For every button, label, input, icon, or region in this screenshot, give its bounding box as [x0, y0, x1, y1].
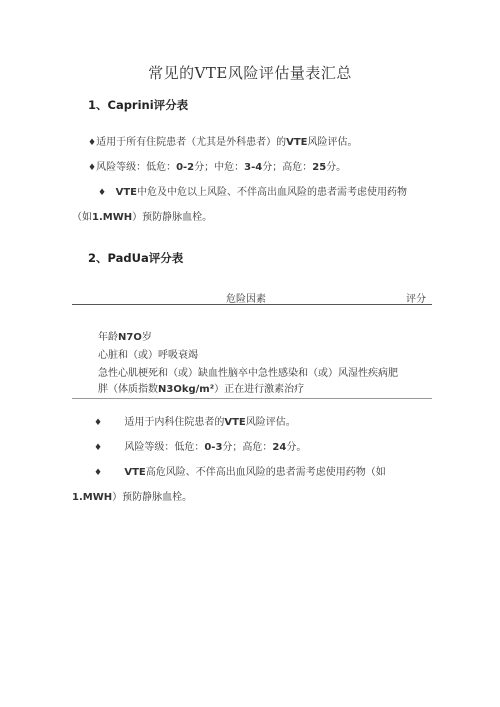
caprini-risk-levels-line	[88, 161, 346, 175]
text-bold: VTE	[224, 417, 246, 428]
caprini-scope-line	[88, 136, 357, 150]
padua-recommendation-line1	[94, 466, 386, 480]
bullet-icon: ♦	[88, 138, 97, 148]
text-segment: 风险等级：低危：	[124, 442, 205, 453]
text-segment: 适用于所有住院患者（尤其是外科患者）的	[96, 137, 287, 148]
text-segment: ）正在进行激素治疗	[214, 384, 305, 395]
text-segment: 分；高危：	[262, 162, 313, 173]
bullet-icon: ♦	[98, 188, 107, 198]
text-segment: 分。	[286, 442, 307, 453]
text-segment: （如	[72, 212, 92, 223]
bullet-icon: ♦	[94, 468, 103, 478]
text-segment: 风险评估。	[245, 417, 296, 428]
table-header-rule	[72, 304, 432, 305]
table-row	[98, 383, 304, 397]
text-segment: ）预防静脉血栓。	[132, 212, 213, 223]
text-bold: 25	[312, 162, 327, 173]
table-row: 心脏和（或）呼吸衰竭	[98, 350, 198, 361]
text-segment: 分。	[326, 162, 347, 173]
caprini-recommendation-line1	[98, 186, 407, 200]
text-bold: 0-3	[204, 442, 223, 453]
bullet-icon: ♦	[94, 418, 103, 428]
text-bold: N7O	[118, 332, 142, 343]
table-row: 急性心肌梗死和（或）缺血性脑卒中急性感染和（或）风湿性疾病肥	[98, 368, 398, 379]
text-bold: N3Okg∕m²	[158, 384, 215, 395]
text-segment: 分；中危：	[194, 162, 245, 173]
padua-scope-line	[94, 416, 296, 430]
text-segment: 分；高危：	[222, 442, 273, 453]
text-bold: VTE	[286, 137, 308, 148]
padua-recommendation-line2	[72, 491, 192, 505]
table-bottom-rule	[72, 398, 432, 399]
text-segment: 年龄	[98, 332, 118, 343]
page-title: 常见的VTE风险评估量表汇总	[148, 64, 352, 82]
text-bold: 24	[272, 442, 287, 453]
text-segment: 高危风险、不伴高出血风险的患者需考虑使用药物（如	[145, 467, 386, 478]
section-heading-caprini: 1、Caprini评分表	[88, 98, 189, 112]
text-bold: 3-4	[244, 162, 263, 173]
text-bold: 1.MWH	[92, 212, 133, 223]
padua-risk-levels-line	[94, 441, 306, 455]
text-segment: 风险评估。	[307, 137, 358, 148]
text-segment: ）预防静脉血栓。	[112, 492, 193, 503]
text-bold: VTE	[124, 467, 146, 478]
section-heading-padua: 2、PadUa评分表	[88, 251, 184, 265]
text-bold: VTE	[115, 187, 138, 198]
caprini-recommendation-line2	[72, 211, 212, 225]
text-segment: 岁	[141, 332, 152, 343]
text-bold: 0-2	[176, 162, 195, 173]
bullet-icon: ♦	[88, 163, 97, 173]
text-segment: 适用于内科住院患者的	[124, 417, 225, 428]
table-row	[98, 331, 152, 345]
text-segment: 胖（体质指数	[98, 384, 158, 395]
text-segment: 中危及中危以上风险、不伴高出血风险的患者需考虑使用药物	[137, 187, 408, 198]
table-header-factor: 危险因素	[226, 294, 266, 305]
table-header-score: 评分	[406, 294, 426, 305]
bullet-icon: ♦	[94, 443, 103, 453]
text-bold: 1.MWH	[72, 492, 113, 503]
text-segment: 风险等级：低危：	[96, 162, 177, 173]
